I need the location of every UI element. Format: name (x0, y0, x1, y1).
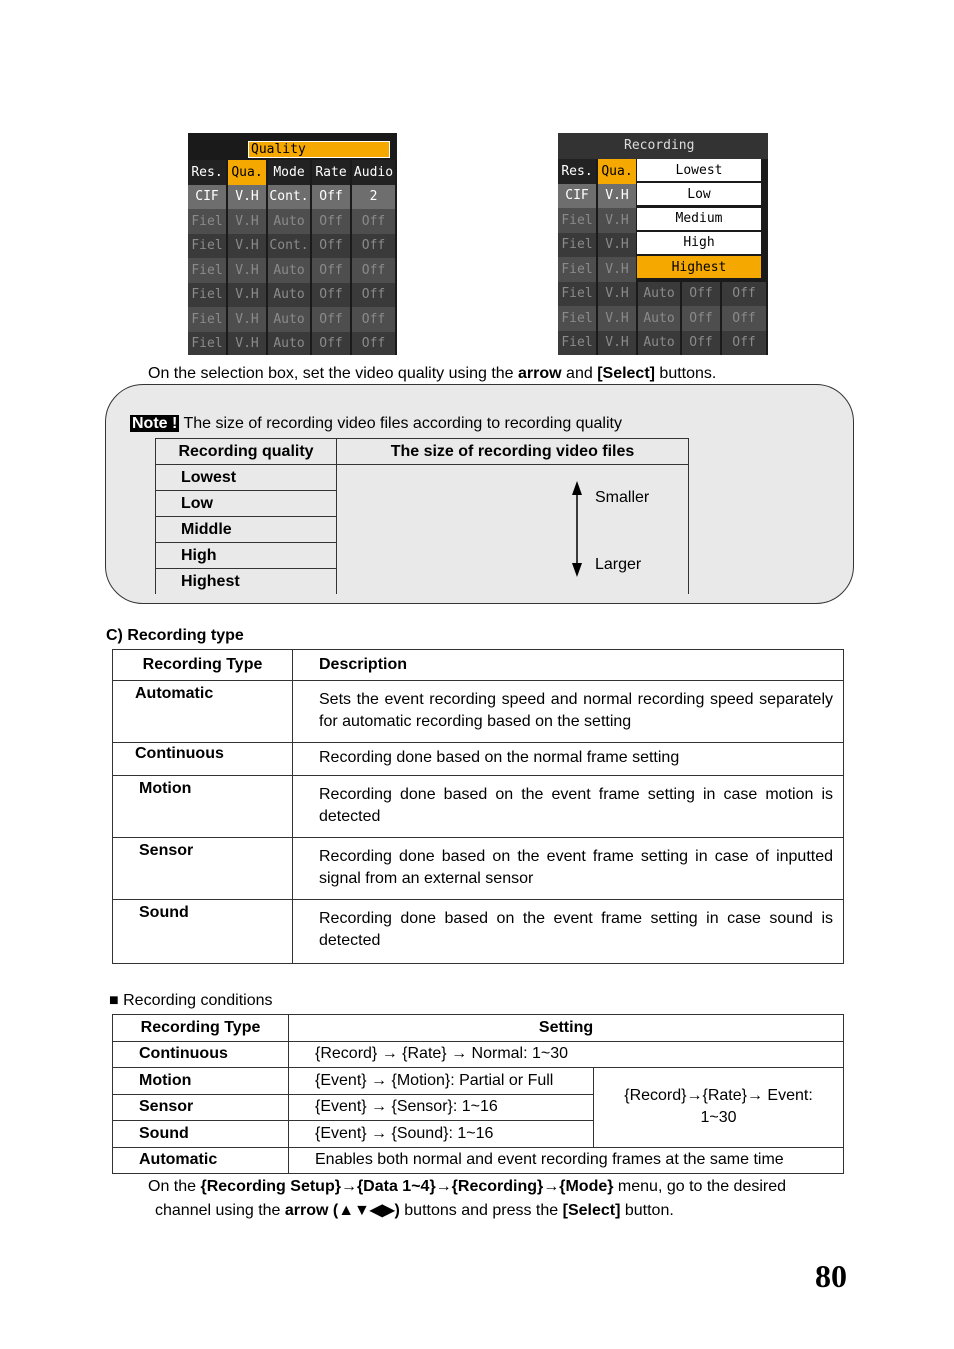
quality-grid (188, 160, 397, 355)
grid-cell: Off (352, 332, 397, 356)
quality-option-high[interactable]: High (637, 232, 761, 254)
grid-cell: V.H (598, 282, 638, 307)
size-scale-cell (337, 465, 689, 595)
grid-cell: V.H (598, 184, 638, 209)
quality-title-bar (248, 141, 390, 158)
footer-line-2: channel using the arrow (▲▼◀▶) buttons and press the [Select] button. (155, 1202, 674, 1219)
screen-caption: On the selection box, set the video quality using the arrow and [Select] buttons. (148, 365, 717, 382)
grid-cell: Fiel (558, 208, 598, 233)
grid-cell: CIF (558, 184, 598, 209)
grid-cell: Off (352, 234, 397, 259)
page-number: 80 (815, 1258, 847, 1294)
quality-screen (188, 133, 397, 355)
grid-cell: Auto (268, 209, 312, 234)
quality-option-popup[interactable] (637, 159, 761, 280)
grid-row[interactable] (188, 307, 397, 332)
grid-cell: Off (352, 209, 397, 234)
grid-cell: V.H (228, 185, 268, 210)
grid-cell: V.H (228, 283, 268, 308)
grid-header-cell: Audio (352, 160, 397, 185)
grid-cell: Off (722, 282, 768, 307)
grid-cell: Fiel (558, 306, 598, 331)
larger-label: Larger (595, 556, 642, 573)
grid-cell: Off (682, 306, 722, 331)
grid-cell: Off (352, 307, 397, 332)
grid-row[interactable] (558, 282, 768, 307)
grid-row[interactable] (188, 185, 397, 210)
recording-title: Recording (624, 138, 695, 153)
grid-cell: CIF (188, 185, 228, 210)
grid-cell: Off (312, 283, 352, 308)
grid-cell: V.H (228, 258, 268, 283)
grid-cell: Auto (268, 283, 312, 308)
grid-cell: V.H (598, 306, 638, 331)
grid-header-cell: Mode (268, 160, 312, 185)
grid-cell: Auto (638, 282, 682, 307)
grid-cell: Off (312, 209, 352, 234)
note-heading: Note ! The size of recording video files according to recording quality (132, 415, 622, 432)
grid-row[interactable] (188, 332, 397, 356)
grid-cell: V.H (228, 209, 268, 234)
grid-cell: V.H (228, 234, 268, 259)
note-label: Note ! (132, 415, 178, 432)
recording-screen (558, 133, 768, 355)
size-arrow-icon (570, 481, 584, 577)
grid-cell: Fiel (188, 234, 228, 259)
grid-cell: Off (312, 258, 352, 283)
grid-header-cell: Rate (312, 160, 352, 185)
grid-cell: Auto (268, 332, 312, 356)
quality-title: Quality (251, 142, 306, 157)
grid-cell: Cont. (268, 185, 312, 210)
grid-cell: Fiel (188, 307, 228, 332)
grid-cell: Off (312, 185, 352, 210)
grid-cell: Cont. (268, 234, 312, 259)
grid-cell: V.H (598, 331, 638, 356)
grid-cell: Off (312, 332, 352, 356)
grid-header-cell: Qua. (598, 159, 638, 184)
grid-cell: V.H (598, 257, 638, 282)
grid-cell: Auto (638, 331, 682, 356)
grid-cell: Off (682, 282, 722, 307)
grid-cell: Fiel (558, 282, 598, 307)
quality-option-lowest[interactable]: Lowest (637, 159, 761, 181)
grid-cell: Fiel (188, 209, 228, 234)
grid-cell: Off (722, 331, 768, 356)
grid-row[interactable] (558, 331, 768, 356)
conditions-heading: ■ Recording conditions (109, 992, 273, 1009)
grid-cell: V.H (228, 307, 268, 332)
quality-option-low[interactable]: Low (637, 183, 761, 205)
grid-cell: Fiel (188, 332, 228, 356)
grid-cell: Fiel (558, 233, 598, 258)
grid-cell: Fiel (188, 283, 228, 308)
grid-cell: Off (722, 306, 768, 331)
grid-cell: Off (312, 234, 352, 259)
quality-option-highest[interactable]: Highest (637, 256, 761, 278)
grid-cell: Off (352, 283, 397, 308)
grid-header-cell: Res. (558, 159, 598, 184)
grid-header-cell: Res. (188, 160, 228, 185)
section-c-heading: C) Recording type (106, 627, 244, 644)
smaller-label: Smaller (595, 489, 650, 506)
grid-cell: V.H (598, 208, 638, 233)
recording-conditions-table: Recording Type Setting Continuous {Record} → {Rate} → Normal: 1~30 Motion {Event} → {Motion}: Partial or Full {Record}→{Rate}→ Event: 1~30 Sensor {Event} → {Sensor}: 1~16 Sound {Event} → {Sound}: 1~16 Automatic Enables both normal and event recording frames at the same time (112, 1014, 844, 1174)
grid-cell: Off (682, 331, 722, 356)
footer-line-1: On the {Recording Setup}→{Data 1~4}→{Recording}→{Mode} menu, go to the desired (148, 1178, 787, 1195)
grid-cell: Auto (268, 307, 312, 332)
grid-cell: V.H (228, 332, 268, 356)
grid-cell: Off (352, 258, 397, 283)
grid-cell: Off (312, 307, 352, 332)
quality-size-table: Recording quality The size of recording video files Lowest Smaller Larger Low Middle High Highest (155, 438, 689, 594)
grid-row[interactable] (188, 283, 397, 308)
grid-row[interactable] (188, 258, 397, 283)
grid-cell: Auto (268, 258, 312, 283)
quality-option-medium[interactable]: Medium (637, 208, 761, 230)
recording-type-table: Recording Type Description Automatic Sets the event recording speed and normal recording speed separately for automatic recording based on the setting Continuous Recording done based on the normal frame setting Motion Recording done based on the event frame setting in case motion is detected Sensor Recording done based on the event frame setting in case of inputted signal from an external sensor Sound Recording done based on the event frame setting in case sound is detected (112, 649, 844, 964)
grid-row[interactable] (558, 306, 768, 331)
grid-cell: V.H (598, 233, 638, 258)
grid-row[interactable] (188, 209, 397, 234)
grid-cell: Fiel (188, 258, 228, 283)
grid-row[interactable] (188, 234, 397, 259)
grid-cell: Fiel (558, 257, 598, 282)
recording-title-bar (558, 133, 768, 159)
grid-header-cell: Qua. (228, 160, 268, 185)
grid-cell: Fiel (558, 331, 598, 356)
grid-cell: Auto (638, 306, 682, 331)
grid-cell: 2 (352, 185, 397, 210)
